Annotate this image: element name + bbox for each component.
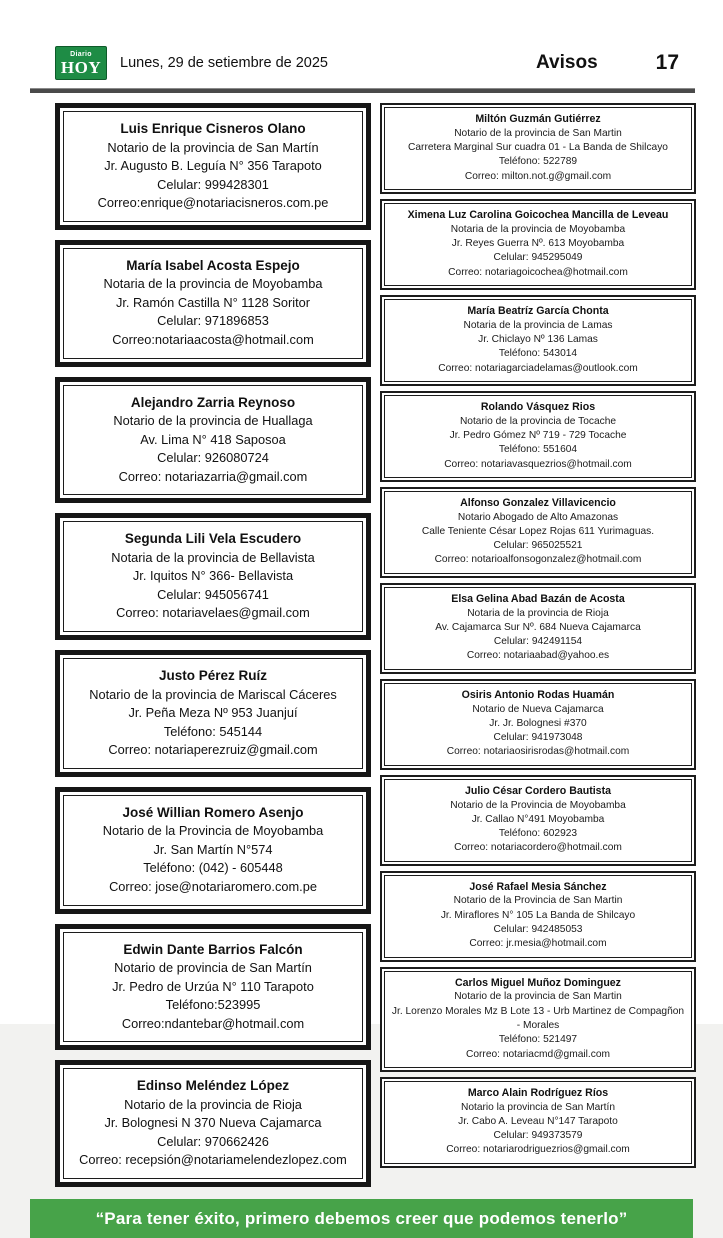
notary-card [380,295,696,386]
notary-card-inner [63,521,363,632]
logo-main-text: HOY [60,57,102,77]
notary-card [55,103,371,230]
notary-detail-line: Teléfono: 602923 [498,828,578,840]
notary-detail-line: Notaria de la provincia de Moyobamba [450,223,626,235]
notary-detail-line: Notario de la provincia de Rioja [124,1096,302,1112]
notary-card [380,487,696,578]
notary-detail-line: Carretera Marginal Sur cuadra 01 - La Banda de Shilcayo [408,142,668,154]
notary-name: Marco Alain Rodríguez Ríos [467,1086,609,1099]
notary-card-inner [384,107,692,190]
notary-name: Alejandro Zarria Reynoso [130,394,296,410]
notary-detail-line: Correo: notariavasquezrios@hotmail.com [444,458,632,470]
notary-card-inner [384,875,692,958]
notary-detail-line: Correo:ndantebar@hotmail.com [121,1015,305,1031]
notary-card [380,871,696,962]
notary-detail-line: Av. Lima N° 418 Saposoa [140,431,286,447]
notary-card [380,679,696,770]
notary-name: Ximena Luz Carolina Goicochea Mancilla de Leveau [407,208,669,221]
notary-detail-line: Jr. Miraflores N° 105 La Banda de Shilcayo [440,909,636,921]
notary-detail-line: Notaria de la provincia de Lamas [463,319,613,331]
notary-detail-line: Correo:notariaacosta@hotmail.com [112,331,314,347]
left-column [55,103,371,1187]
motivational-quote: “Para tener éxito, primero debemos creer que podemos tenerlo” [95,1208,628,1228]
notary-name: Alfonso Gonzalez Villavicencio [460,496,616,509]
notary-detail-line: Notario de la provincia de Tocache [459,415,617,427]
notary-detail-line: Calle Teniente César Lopez Rojas 611 Yurimaguas. [421,525,655,537]
notary-detail-line: Jr. Reyes Guerra Nº. 613 Moyobamba [451,238,625,250]
notary-card-inner [63,658,363,769]
notary-name: Osiris Antonio Rodas Huamán [461,688,615,701]
notary-name: Rolando Vásquez Rios [480,400,596,413]
notary-detail-line: Teléfono: 551604 [498,444,578,456]
notary-card [55,924,371,1051]
notary-card-inner [384,491,692,574]
notary-card [380,583,696,674]
notary-detail-line: Correo: notariagarciadelamas@outlook.com [438,362,638,374]
notary-name: José Willian Romero Asenjo [122,804,304,820]
page-number: 17 [655,51,679,74]
notary-detail-line: Teléfono: 521497 [498,1034,578,1046]
notary-card-inner [384,1081,692,1164]
notary-card-inner [384,683,692,766]
notary-name: Edinso Meléndez López [136,1078,290,1094]
notary-detail-line: Notario la provincia de San Martín [460,1101,616,1113]
notary-detail-line: Jr. San Martín N°574 [153,841,273,857]
notary-name: Justo Pérez Ruíz [158,668,268,683]
notary-detail-line: Correo: jose@notariaromero.com.pe [109,878,317,894]
notary-name: Segunda Lili Vela Escudero [124,531,302,547]
notary-detail-line: Correo: notariacordero@hotmail.com [454,842,622,854]
notary-card [55,513,371,640]
notary-detail-line: Celular: 941973048 [493,732,583,744]
notary-name: María Isabel Acosta Espejo [126,257,300,273]
listings-area [55,103,696,1187]
notary-detail-line: Notario de la provincia de San Martín [107,139,319,155]
notary-name: José Rafael Mesia Sánchez [469,880,607,893]
notary-detail-line: Teléfono: (042) - 605448 [143,860,283,876]
notary-detail-line: Correo:enrique@notariacisneros.com.pe [97,195,329,211]
notary-name: Edwin Dante Barrios Falcón [123,941,303,957]
notary-detail-line: Notario de Nueva Cajamarca [472,703,604,715]
notary-detail-line: Celular: 942491154 [493,636,583,648]
notary-card-inner [384,587,692,670]
notary-card-inner [63,1068,363,1179]
notary-card [380,199,696,290]
notary-detail-line: Celular: 965025521 [493,540,583,552]
notary-detail-line: Teléfono: 522789 [498,156,578,168]
notary-detail-line: Notario de la provincia de San Martin [454,127,622,139]
notary-detail-line: Jr. Pedro de Urzúa N° 110 Tarapoto [112,978,314,994]
edition-date: Lunes, 29 de setiembre de 2025 [120,55,328,71]
notary-detail-line: Jr. Augusto B. Leguía N° 356 Tarapoto [104,158,322,174]
notary-detail-line: Celular: 999428301 [157,176,269,192]
notary-detail-line: Jr. Bolognesi N 370 Nueva Cajamarca [104,1115,322,1131]
notary-detail-line: Jr. Ramón Castilla N° 1128 Soritor [115,294,311,310]
notary-detail-line: Correo: milton.not.g@gmail.com [464,170,612,182]
notary-detail-line: Notaria de la provincia de Moyobamba [103,276,323,292]
notary-detail-line: Celular: 942485053 [493,924,583,936]
notary-detail-line: Notario Abogado de Alto Amazonas [457,511,619,523]
notary-detail-line: Av. Cajamarca Sur Nº. 684 Nueva Cajamarca [435,621,641,633]
notary-detail-line: Jr. Jr. Bolognesi #370 [489,717,587,729]
notary-detail-line: Correo: notariavelaes@gmail.com [116,605,310,621]
notary-detail-line: Celular: 970662426 [157,1133,269,1149]
notary-card-inner [384,395,692,478]
notary-detail-line: Jr. Lorenzo Morales Mz B Lote 13 - Urb Martinez de Compagñon [391,1005,685,1017]
notary-detail-line: Teléfono: 545144 [163,723,263,739]
notary-card-inner [63,248,363,359]
notary-detail-line: Notario de provincia de San Martín [114,960,312,976]
notary-detail-line: Teléfono:523995 [165,997,261,1013]
notary-name: Carlos Miguel Muñoz Dominguez [455,976,621,989]
notary-card-inner [384,203,692,286]
notary-name: Julio César Cordero Bautista [465,784,611,797]
section-title: Avisos [536,52,598,73]
notary-detail-line: Notaria de la provincia de Rioja [467,607,609,619]
notary-detail-line: Correo: notariagoicochea@hotmail.com [448,266,628,278]
notary-detail-line: Notaria de la provincia de Bellavista [111,549,315,565]
notary-detail-line: Jr. Callao N°491 Moyobamba [471,813,605,825]
notary-name: Luis Enrique Cisneros Olano [120,121,306,136]
diario-hoy-logo [55,46,107,80]
notary-detail-line: Correo: notariaosirisrodas@hotmail.com [446,746,630,758]
notary-detail-line: Notario de la provincia de Mariscal Cáceres [89,686,337,702]
notary-detail-line: Correo: notariacmd@gmail.com [466,1048,610,1060]
logo-top-text: Diario [70,50,92,58]
notary-detail-line: Correo: jr.mesia@hotmail.com [469,938,607,950]
notary-card-inner [63,932,363,1043]
notary-detail-line: Notario de la provincia de Huallaga [113,413,313,429]
notary-card-inner [384,971,692,1068]
notary-detail-line: Jr. Cabo A. Leveau N°147 Tarapoto [458,1115,618,1127]
notary-detail-line: Celular: 949373579 [493,1130,583,1142]
notary-detail-line: Celular: 926080724 [157,450,269,466]
notary-detail-line: Correo: notarioalfonsogonzalez@hotmail.com [434,554,642,566]
notary-card [380,391,696,482]
notary-detail-line: Teléfono: 543014 [498,348,578,360]
notary-card [55,377,371,504]
page-header [0,0,723,86]
notary-detail-line: Notario de la Provincia de San Martin [453,895,623,907]
notary-detail-line: Correo: notariaabad@yahoo.es [466,650,610,662]
notary-detail-line: Celular: 945295049 [493,252,583,264]
notary-detail-line: Correo: notariazarria@gmail.com [118,468,308,484]
notary-card [380,1077,696,1168]
notary-card [55,1060,371,1187]
notary-card [55,787,371,914]
notary-card-inner [384,779,692,862]
notary-name: Elsa Gelina Abad Bazán de Acosta [451,592,625,605]
notary-detail-line: Jr. Peña Meza Nº 953 Juanjuí [128,705,298,721]
notary-card [380,103,696,194]
notary-detail-line: Celular: 971896853 [157,313,269,329]
notary-card-inner [63,111,363,222]
notary-card [55,650,371,777]
notary-card [55,240,371,367]
notary-detail-line: Correo: notariarodriguezrios@gmail.com [446,1144,630,1156]
notary-detail-line: Notario de la provincia de San Martin [454,991,622,1003]
notary-detail-line: Notario de la Provincia de Moyobamba [102,823,324,839]
notary-card [380,775,696,866]
notary-detail-line: Correo: notariaperezruiz@gmail.com [108,742,318,758]
quote-banner [30,1199,693,1238]
notary-name: María Beatríz García Chonta [467,304,609,317]
header-divider [30,88,695,93]
notary-detail-line: Notario de la Provincia de Moyobamba [450,799,626,811]
right-column [380,103,696,1168]
notary-card-inner [63,795,363,906]
notary-name: Miltón Guzmán Gutiérrez [475,113,601,125]
notary-detail-line: - Morales [516,1019,560,1031]
notary-card-inner [63,385,363,496]
notary-detail-line: Jr. Iquitos N° 366- Bellavista [132,568,294,584]
notary-detail-line: Celular: 945056741 [157,586,269,602]
notary-detail-line: Jr. Chiclayo Nº 136 Lamas [478,334,598,346]
notary-card [380,967,696,1072]
notary-detail-line: Correo: recepsión@notariamelendezlopez.com [79,1152,347,1168]
notary-detail-line: Jr. Pedro Gómez Nº 719 - 729 Tocache [449,429,627,441]
notary-card-inner [384,299,692,382]
